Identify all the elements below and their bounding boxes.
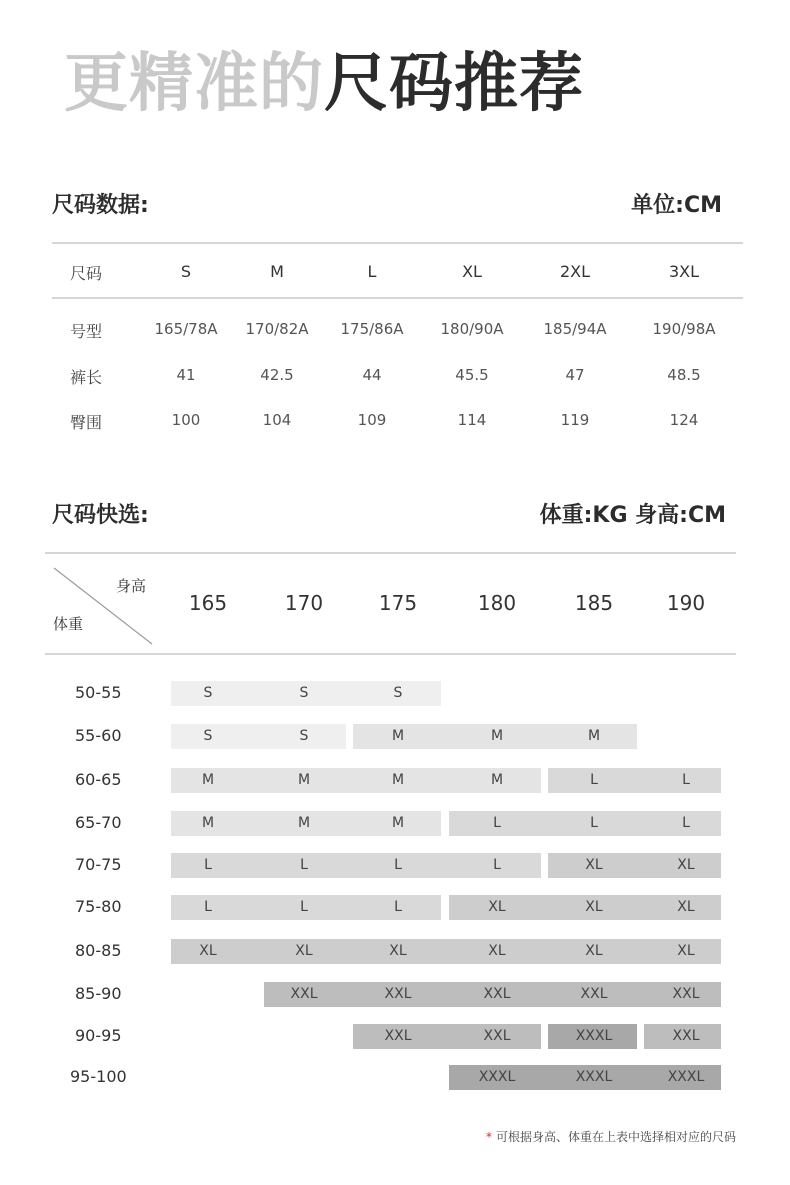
size-value-cell: 100 <box>171 411 201 429</box>
size-recommendation-label: XXL <box>483 1028 511 1044</box>
size-recommendation-label: XXL <box>384 1028 412 1044</box>
size-value-cell: 124 <box>669 411 699 429</box>
size-row-label: 臀围 <box>70 413 103 432</box>
size-value-cell: 109 <box>357 411 387 429</box>
quick-select-unit: 体重:KG 身高:CM <box>539 503 726 528</box>
size-recommendation-label: L <box>300 899 308 915</box>
size-recommendation-label: L <box>493 857 501 873</box>
size-value-cell: 45.5 <box>455 366 489 384</box>
height-header-cell: 190 <box>666 591 706 615</box>
size-value-cell: 170/82A <box>245 320 309 338</box>
size-recommendation-bar <box>353 1024 541 1049</box>
height-header-cell: 180 <box>477 591 517 615</box>
size-recommendation-label: XL <box>488 943 506 959</box>
size-recommendation-label: XL <box>677 857 695 873</box>
size-recommendation-label: L <box>590 815 598 831</box>
size-data-title: 尺码数据: <box>52 193 149 218</box>
size-recommendation-bar <box>171 853 541 878</box>
size-header-cell: 2XL <box>559 262 591 281</box>
size-recommendation-label: M <box>297 815 311 831</box>
weight-row-label: 85-90 <box>75 984 122 1003</box>
size-recommendation-bar <box>171 724 346 749</box>
size-recommendation-label: L <box>204 857 212 873</box>
size-value-cell: 190/98A <box>652 320 716 338</box>
size-recommendation-label: L <box>204 899 212 915</box>
size-value-cell: 48.5 <box>667 366 701 384</box>
size-recommendation-bar <box>548 768 721 793</box>
size-recommendation-label: XXL <box>672 986 700 1002</box>
size-recommendation-label: M <box>201 772 215 788</box>
page-title-gray: 更精准的 <box>64 47 324 121</box>
size-recommendation-label: XXL <box>384 986 412 1002</box>
size-value-cell: 41 <box>176 366 196 384</box>
size-recommendation-label: XL <box>389 943 407 959</box>
size-recommendation-label: L <box>300 857 308 873</box>
size-recommendation-label: L <box>590 772 598 788</box>
footnote-star: * <box>485 1130 492 1144</box>
size-recommendation-label: L <box>682 772 690 788</box>
size-recommendation-label: M <box>391 815 405 831</box>
size-value-cell: 42.5 <box>260 366 294 384</box>
size-recommendation-label: XL <box>585 857 603 873</box>
size-recommendation-label: S <box>203 685 213 701</box>
size-recommendation-bar <box>171 939 721 964</box>
weight-row-label: 65-70 <box>75 813 122 832</box>
size-recommendation-label: XL <box>488 899 506 915</box>
quick-select-title: 尺码快选: <box>52 503 149 528</box>
size-header-cell: S <box>180 262 192 281</box>
size-value-cell: 185/94A <box>543 320 607 338</box>
size-recommendation-bar <box>548 853 721 878</box>
footnote-text: 可根据身高、体重在上表中选择相对应的尺码 <box>495 1130 736 1144</box>
size-value-cell: 175/86A <box>340 320 404 338</box>
corner-weight-label: 体重 <box>53 615 84 633</box>
size-recommendation-label: XXL <box>483 986 511 1002</box>
size-data-unit: 单位:CM <box>631 193 722 218</box>
size-row-label: 裤长 <box>70 368 103 387</box>
size-recommendation-label: XXL <box>672 1028 700 1044</box>
size-value-cell: 180/90A <box>440 320 504 338</box>
size-recommendation-label: M <box>391 772 405 788</box>
size-recommendation-label: XXL <box>290 986 318 1002</box>
size-recommendation-bar <box>449 811 721 836</box>
size-recommendation-label: XL <box>199 943 217 959</box>
size-recommendation-label: M <box>587 728 601 744</box>
size-recommendation-label: L <box>682 815 690 831</box>
size-recommendation-label: M <box>297 772 311 788</box>
size-recommendation-label: S <box>299 685 309 701</box>
weight-row-label: 75-80 <box>75 897 122 916</box>
size-header-cell: XL <box>462 262 482 281</box>
size-recommendation-label: S <box>203 728 213 744</box>
size-recommendation-label: XL <box>585 899 603 915</box>
weight-row-label: 95-100 <box>70 1067 127 1086</box>
size-recommendation-bar <box>171 768 541 793</box>
size-header-cell: M <box>270 262 284 281</box>
height-header-cell: 170 <box>284 591 324 615</box>
height-header-cell: 185 <box>574 591 614 615</box>
size-recommendation-label: L <box>394 899 402 915</box>
size-value-cell: 104 <box>262 411 292 429</box>
weight-row-label: 60-65 <box>75 770 122 789</box>
size-value-cell: 114 <box>457 411 487 429</box>
size-recommendation-label: S <box>299 728 309 744</box>
height-header-cell: 175 <box>378 591 418 615</box>
corner-height-label: 身高 <box>116 577 147 595</box>
weight-row-label: 80-85 <box>75 941 122 960</box>
size-row-label: 号型 <box>70 322 103 341</box>
size-recommendation-label: XL <box>585 943 603 959</box>
size-recommendation-label: XXXL <box>575 1028 613 1044</box>
weight-row-label: 55-60 <box>75 726 122 745</box>
size-value-cell: 44 <box>362 366 382 384</box>
size-value-cell: 119 <box>560 411 590 429</box>
weight-row-label: 90-95 <box>75 1026 122 1045</box>
size-header-cell: L <box>367 262 377 281</box>
size-value-cell: 165/78A <box>154 320 218 338</box>
weight-row-label: 70-75 <box>75 855 122 874</box>
size-header-label: 尺码 <box>70 264 103 283</box>
size-recommendation-label: M <box>490 772 504 788</box>
size-recommendation-label: XL <box>677 899 695 915</box>
size-recommendation-label: XXL <box>580 986 608 1002</box>
size-recommendation-label: M <box>490 728 504 744</box>
size-recommendation-label: XXXL <box>667 1069 705 1085</box>
size-recommendation-label: M <box>201 815 215 831</box>
size-recommendation-label: XL <box>677 943 695 959</box>
size-recommendation-label: S <box>393 685 403 701</box>
height-header-cell: 165 <box>188 591 228 615</box>
size-value-cell: 47 <box>565 366 585 384</box>
size-recommendation-label: XXXL <box>478 1069 516 1085</box>
size-recommendation-label: L <box>394 857 402 873</box>
size-recommendation-label: M <box>391 728 405 744</box>
page-title-dark: 尺码推荐 <box>324 47 584 121</box>
footnote <box>486 1128 736 1145</box>
size-recommendation-label: XL <box>295 943 313 959</box>
size-recommendation-label: XXXL <box>575 1069 613 1085</box>
weight-row-label: 50-55 <box>75 683 122 702</box>
size-header-cell: 3XL <box>668 262 700 281</box>
size-recommendation-label: L <box>493 815 501 831</box>
